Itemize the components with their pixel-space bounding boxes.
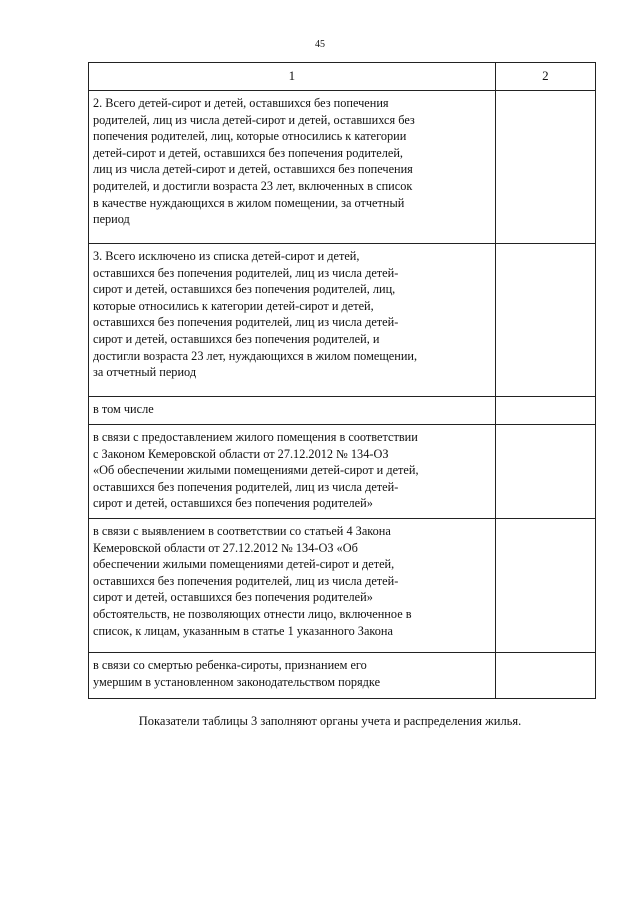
table-row — [89, 519, 596, 653]
row-label-housing-provided: в связи с предоставлением жилого помещения в соответствии с Законом Кемеровской области от 27.12.2012 № 134-ОЗ «Об обеспечении жилыми помещениями детей-сирот и детей, оставшихся без попечения родителей, лиц из числа детей- сирот и детей, оставшихся без попечения родителей» — [89, 425, 496, 519]
row-value-circumstances-identified — [495, 519, 595, 653]
column-header-2: 2 — [495, 63, 595, 91]
row-value-total-included — [495, 91, 595, 244]
row-value-total-excluded — [495, 244, 595, 397]
row-label-total-included: 2. Всего детей-сирот и детей, оставшихся без попечения родителей, лиц из числа детей-сирот и детей, оставшихся без попечения родителей, лиц, которые относились к категории детей-сирот и детей, оставшихся без попечения родителей, лиц из числа детей-сирот и детей, оставшихся без попечения родителей, и достигли возраста 23 лет, включенных в список в качестве нуждающихся в жилом помещении, за отчетный период — [89, 91, 496, 244]
page-number: 45 — [315, 39, 325, 50]
table-header-row — [89, 63, 596, 91]
row-label-total-excluded: 3. Всего исключено из списка детей-сирот и детей, оставшихся без попечения родителей, лиц из числа детей- сирот и детей, оставшихся без попечения родителей, лиц, которые относились к категории детей-сирот и детей, оставшихся без попечения родителей, лиц из числа детей- сирот и детей, оставшихся без попечения родителей, и достигли возраста 23 лет, нуждающихся в жилом помещении, за отчетный период — [89, 244, 496, 397]
row-label-death: в связи со смертью ребенка-сироты, признанием его умершим в установленном законодательством порядке — [89, 653, 496, 699]
footer-note: Показатели таблицы 3 заполняют органы учета и распределения жилья. — [138, 714, 522, 728]
table-row — [89, 91, 596, 244]
row-label-circumstances-identified: в связи с выявлением в соответствии со статьей 4 Закона Кемеровской области от 27.12.2012 № 134-ОЗ «Об обеспечении жилыми помещениями детей-сирот и детей, оставшихся без попечения родителей, лиц из числа детей- сирот и детей, оставшихся без попечения родителей» обстоятельств, не позволяющих отнести лицо, включенное в список, к лицам, указанным в статье 1 указанного Закона — [89, 519, 496, 653]
table-row — [89, 425, 596, 519]
table-row — [89, 244, 596, 397]
column-header-1: 1 — [89, 63, 496, 91]
row-value-death — [495, 653, 595, 699]
table-row — [89, 653, 596, 699]
row-value-housing-provided — [495, 425, 595, 519]
report-table — [88, 62, 596, 699]
row-label-including: в том числе — [89, 397, 496, 425]
row-value-including — [495, 397, 595, 425]
table-row — [89, 397, 596, 425]
